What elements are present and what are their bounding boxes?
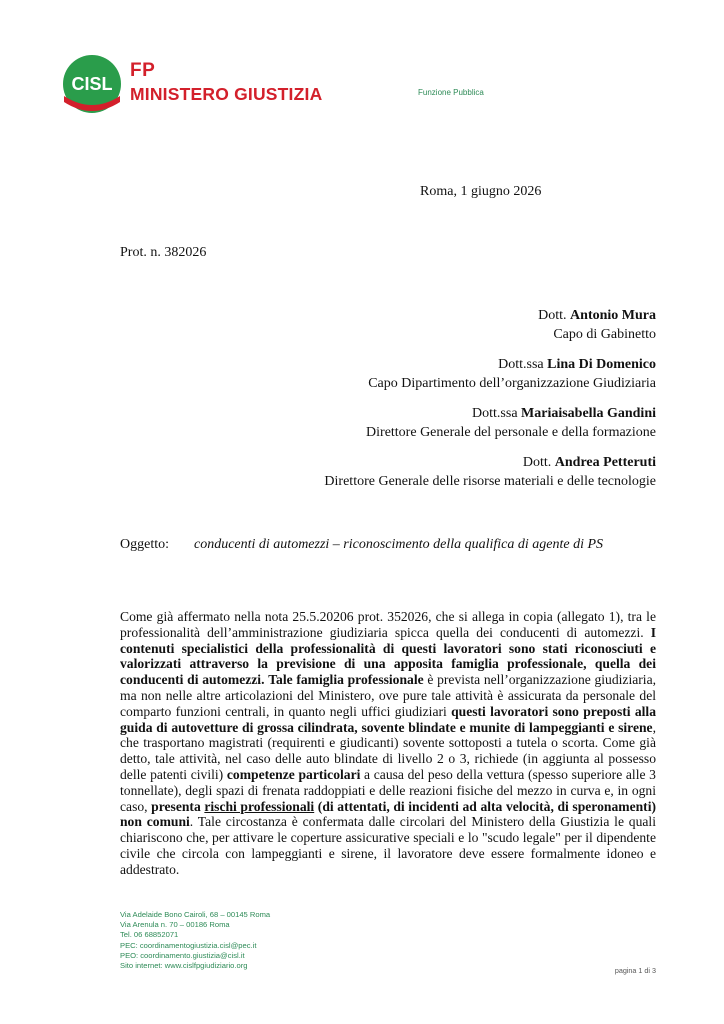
- letter-date: Roma, 1 giugno 2026: [420, 184, 542, 199]
- subject-line: [120, 537, 603, 553]
- cisl-fp-logo: [58, 54, 323, 120]
- recipient-name: Mariaisabella Gandini: [521, 406, 656, 421]
- recipient: [324, 355, 656, 393]
- letter-body: [120, 609, 656, 878]
- recipient-name-line: [324, 355, 656, 374]
- recipient: [324, 453, 656, 491]
- recipient-name: Lina Di Domenico: [547, 357, 656, 372]
- recipient-name-line: [324, 453, 656, 472]
- recipient-title: Dott.: [522, 455, 555, 470]
- recipient-role: Direttore Generale del personale e della formazione: [366, 425, 656, 440]
- page-number: pagina 1 di 3: [614, 966, 656, 975]
- footer-contacts: [120, 910, 270, 971]
- recipient-title: Dott.ssa: [498, 357, 548, 372]
- footer-address-2: Via Arenula n. 70 – 00186 Roma: [120, 920, 230, 930]
- recipient-name-line: [324, 404, 656, 423]
- body-text: a causa del peso della vettura (spesso superiore alle 3 tonnellate), degli spazi di frenata raddoppiati e delle reazioni fisiche del mezzo in curva e, in ogni caso,: [120, 766, 656, 814]
- body-bold-text: presenta: [151, 798, 205, 814]
- recipient-role: Capo di Gabinetto: [553, 327, 656, 342]
- body-text: Come già affermato nella nota 25.5.20206 prot. 352026, che si allega in copia (allegato 1), tra le professionalità dell’amministrazione giudiziaria spicca quella dei conducenti di automezzi.: [120, 609, 656, 640]
- recipient-title: Dott.ssa: [472, 406, 522, 421]
- recipient-name: Andrea Petteruti: [554, 455, 656, 470]
- body-bold-text: questi lavoratori sono preposti alla guida di autovetture di grossa cilindrata, sovente blindate e munite di lampeggianti e sirene: [120, 703, 657, 735]
- recipient-role: Direttore Generale delle risorse materiali e delle tecnologie: [324, 474, 656, 489]
- subject-label: Oggetto:: [120, 537, 169, 552]
- body-text: è prevista nell’organizzazione giudiziaria, ma non nelle altre articolazioni del Ministero, ove pure tale attività è assicurata da personale del comparto funzioni centrali, in quanto negli uffici giudiziari: [120, 672, 657, 719]
- recipient-role: Capo Dipartimento dell’organizzazione Giudiziaria: [368, 376, 656, 391]
- body-bold-text: (di attentati, di incidenti ad alta velocità, di speronamenti) non comuni: [120, 798, 656, 830]
- logo-fp-text: FP: [130, 60, 156, 81]
- recipients-block: [324, 306, 656, 502]
- footer-website[interactable]: Sito internet: www.cislfpgiudiziario.org: [120, 961, 248, 971]
- footer-pec[interactable]: PEC: coordinamentogiustizia.cisl@pec.it: [120, 940, 257, 950]
- logo-cisl-text: CISL: [71, 74, 113, 94]
- body-text: . Tale circostanza è confermata dalle circolari del Ministero della Giustizia le quali chiariscono che, per attivare le coperture assicurative speciali e lo "scudo legale" per il dipendente civile che circola con lampeggianti e sirene, il lavoratore deve essere formalmente idoneo e addestrato.: [120, 814, 656, 877]
- subject-text: conducenti di automezzi – riconoscimento della qualifica di agente di PS: [194, 537, 604, 552]
- footer-peo[interactable]: PEO: coordinamento.giustizia@cisl.it: [120, 950, 245, 960]
- footer-phone: Tel. 06 68852071: [120, 930, 179, 940]
- recipient: [324, 404, 656, 442]
- recipient: [324, 306, 656, 344]
- body-underlined-text: rischi professionali: [204, 798, 315, 814]
- recipient-name: Antonio Mura: [570, 308, 656, 323]
- logo-ministero-text: MINISTERO GIUSTIZIA: [130, 84, 323, 104]
- body-bold-text: I contenuti specialistici della professionalità di questi lavoratori sono stati riconosciuti e valorizzati attraverso la previsione di una apposita famiglia professionale, quella dei conducenti di automezzi.: [120, 624, 656, 688]
- cisl-logo-icon: [58, 54, 126, 118]
- recipient-name-line: [324, 306, 656, 325]
- body-text: , che trasportano magistrati (requirenti e giudicanti) sovente sottoposti a tutela o scorta. Come già detto, tale attività, nel caso delle auto blindate di livello 2 o 3, richiede (in aggiunta al possesso delle patenti civili): [120, 719, 656, 782]
- recipient-title: Dott.: [538, 308, 571, 323]
- footer-address-1: Via Adelaide Bono Cairoli, 68 – 00145 Roma: [120, 910, 271, 919]
- funzione-pubblica-label: Funzione Pubblica: [418, 88, 484, 97]
- protocol-number: Prot. n. 382026: [120, 245, 207, 260]
- body-bold-text: Tale famiglia professionale: [268, 672, 424, 688]
- body-bold-text: competenze particolari: [226, 766, 361, 782]
